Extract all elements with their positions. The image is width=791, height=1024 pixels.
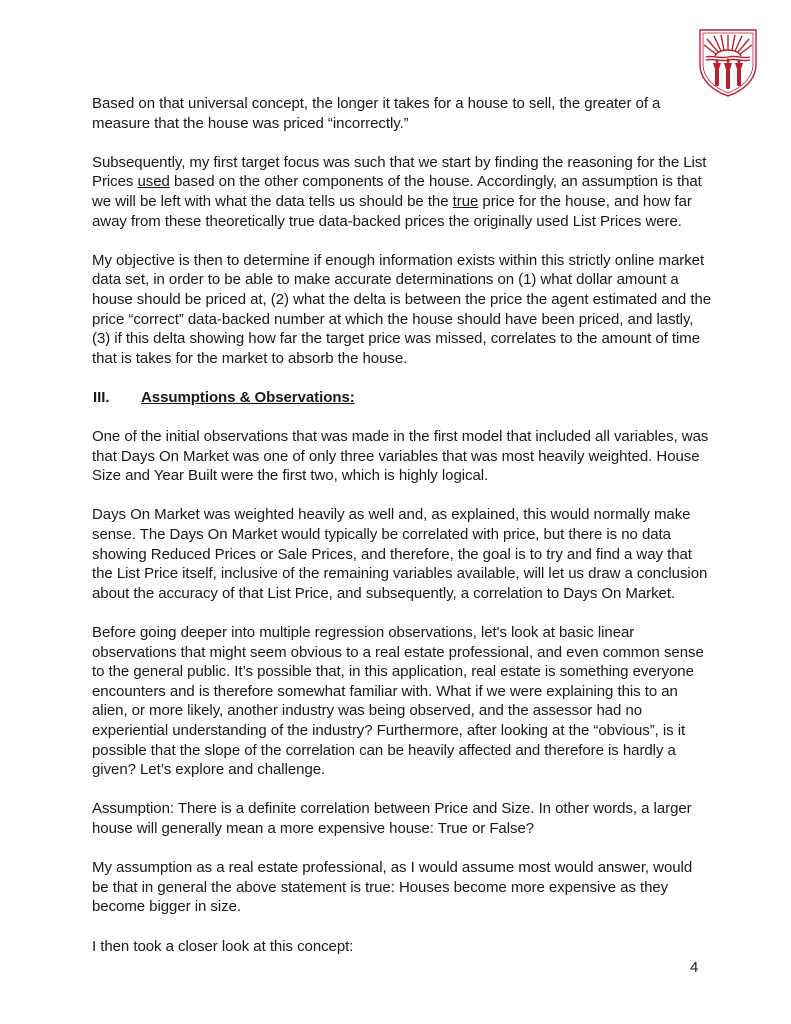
document-body [92, 94, 712, 976]
paragraph-assumption: Assumption: There is a definite correlation between Price and Size. In other words, a larger house will generally mean a more expensive house: True or False? [92, 800, 692, 837]
paragraph-pricing-concept: Based on that universal concept, the longer it takes for a house to sell, the greater of a measure that the house was priced “incorrectly.” [92, 95, 661, 132]
underlined-word-used: used [137, 173, 170, 191]
text-segment: Subsequently, my first target focus was such that we start by finding the reasoning for the List Prices [92, 153, 707, 191]
section-heading [92, 388, 712, 408]
usc-shield-icon [697, 26, 759, 98]
paragraph-target-focus [92, 153, 712, 231]
paragraph-objective: My objective is then to determine if enough information exists within this strictly online market data set, in order to be able to make accurate determinations on (1) what dollar amount a house should be priced at, (2) what the delta is between the price the agent estimated and the price “correct” data-backed number at which the house should have been priced, and lastly, (3) if this delta showing how far the target price was missed, correlates to the amount of time that is takes for the market to absorb the house. [92, 251, 712, 367]
text-segment: based on the other components of the house. Accordingly, an assumption is that we will be left with what the data tells us should be the [92, 173, 702, 210]
page-number: 4 [690, 959, 699, 976]
text-segment: price for the house, and how far away from these theoretically true data-backed prices the originally used List Prices were. [92, 192, 692, 230]
paragraph-initial-observations: One of the initial observations that was made in the first model that included all variables, was that Days On Market was one of only three variables that was most heavily weighted. House Size and Year Built were the first two, which is highly logical. [92, 428, 709, 485]
paragraph-days-on-market: Days On Market was weighted heavily as well and, as explained, this would normally make sense. The Days On Market would typically be correlated with price, but there is no data showing Reduced Prices or Sale Prices, and therefore, the goal is to try and find a way that the List Price itself, inclusive of the remaining variables available, will let us draw a conclusion about the accuracy of that List Price, and subsequently, a correlation to Days On Market. [92, 506, 708, 602]
paragraph-professional-assumption: My assumption as a real estate professional, as I would assume most would answer, would be that in general the above statement is true: Houses become more expensive as they become bigger in size. [92, 859, 693, 916]
paragraph-closer-look: I then took a closer look at this concept: [92, 937, 354, 955]
underlined-word-true: true [452, 192, 479, 210]
section-number: III. [93, 388, 110, 406]
section-title: Assumptions & Observations: [141, 388, 355, 406]
paragraph-linear-observations: Before going deeper into multiple regression observations, let's look at basic linear observations that might seem obvious to a real estate professional, and even common sense to the general public. It’s possible that, in this application, real estate is something everyone encounters and is therefore somewhat familiar with. What if we were explaining this to an alien, or more likely, another industry was being observed, and the assessor had no experiential understanding of the industry? Furthermore, after looking at the “obvious”, is it possible that the slope of the correlation can be heavily affected and therefore is hardly a given? Let’s explore and challenge. [92, 624, 704, 779]
